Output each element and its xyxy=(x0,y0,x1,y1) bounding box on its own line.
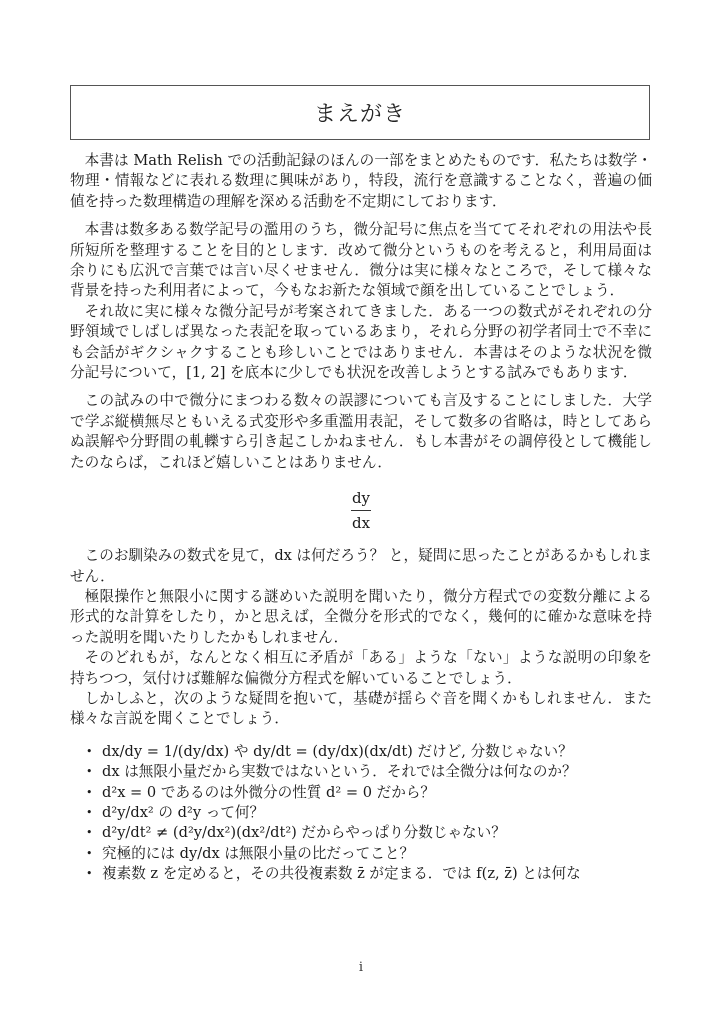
page-number: i xyxy=(358,960,364,975)
question-list xyxy=(70,742,652,885)
chapter-title: まえがき xyxy=(313,102,406,127)
list-item: • d²y/dt² ≠ (d²y/dx²)(dx²/dt²) だからやっぱり分数じゃない？ xyxy=(102,823,652,843)
paragraph: 本書は Math Relish での活動記録のほんの一部をまとめたものです．私たちは数学・物理・情報などに表れる数理に興味があり，特段，流行を意識することなく，普遍の価値を持った数理構造の理解を深める活動を不定期にしております． xyxy=(70,152,652,210)
display-fraction xyxy=(70,489,652,532)
list-item: • 複素数 z を定めると，その共役複素数 z̄ が定まる．では f(z, z̄) とは何な xyxy=(102,864,652,884)
paragraph: そのどれもが，なんとなく相互に矛盾が「ある」ような「ない」ような説明の印象を持ちつつ，気付けば難解な偏微分方程式を解いていることでしょう． xyxy=(70,649,652,687)
chapter-title-box xyxy=(70,85,650,140)
list-item: • dx/dy = 1/(dy/dx) や dy/dt = (dy/dx)(dx/dt) だけど, 分数じゃない？ xyxy=(102,742,652,762)
preface-body xyxy=(70,151,652,885)
paragraph: 本書は数多ある数学記号の濫用のうち，微分記号に焦点を当ててそれぞれの用法や長所短所を整理することを目的とします．改めて微分というものを考えると，利用局面は余りにも広汎で言葉では言い尽くせません．微分は実に様々なところで，そして様々な背景を持った利用者によって，今もなお新たな領域で顔を出していることでしょう． xyxy=(70,221,652,300)
fraction-numerator: dy xyxy=(351,489,371,508)
paragraph: それ故に実に様々な微分記号が考案されてきました．ある一つの数式がそれぞれの分野領域でしばしば異なった表記を取っているあまり，それら分野の初学者同士で不幸にも会話がギクシャクすることも珍しいことではありません．本書はそのような状況を微分記号について，[1, 2] を底本に少しでも状況を改善しようとする試みでもあります． xyxy=(70,302,652,382)
paragraph: このお馴染みの数式を見て，dx は何だろう？ と，疑問に思ったことがあるかもしれません． xyxy=(70,547,652,585)
paragraph: この試みの中で微分にまつわる数々の誤謬についても言及することにしました．大学で学ぶ縦横無尽ともいえる式変形や多重濫用表記，そして数多の省略は，時としてあらぬ誤解や分野間の軋轢すら引き起こしかねません．もし本書がその調停役として機能したのならば，これほど嬉しいことはありません． xyxy=(70,392,652,471)
list-item: • d²y/dx² の d²y って何？ xyxy=(102,803,652,823)
fraction-denominator: dx xyxy=(351,514,371,533)
fraction-bar xyxy=(351,510,371,511)
list-item: • d²x = 0 であるのは外微分の性質 d² = 0 だから？ xyxy=(102,783,652,803)
paragraph: しかしふと，次のような疑問を抱いて，基礎が揺らぐ音を聞くかもしれません．また様々な言説を聞くことでしょう． xyxy=(70,689,652,728)
list-item: • dx は無限小量だから実数ではないという．それでは全微分は何なのか？ xyxy=(102,762,652,782)
paragraph: 極限操作と無限小に関する謎めいた説明を聞いたり，微分方程式での変数分離による形式的な計算をしたり，かと思えば，全微分を形式的でなく，幾何的に確かな意味を持った説明を聞いたりしたかもしれません． xyxy=(70,587,652,646)
list-item: • 究極的には dy/dx は無限小量の比だってこと？ xyxy=(102,844,652,864)
